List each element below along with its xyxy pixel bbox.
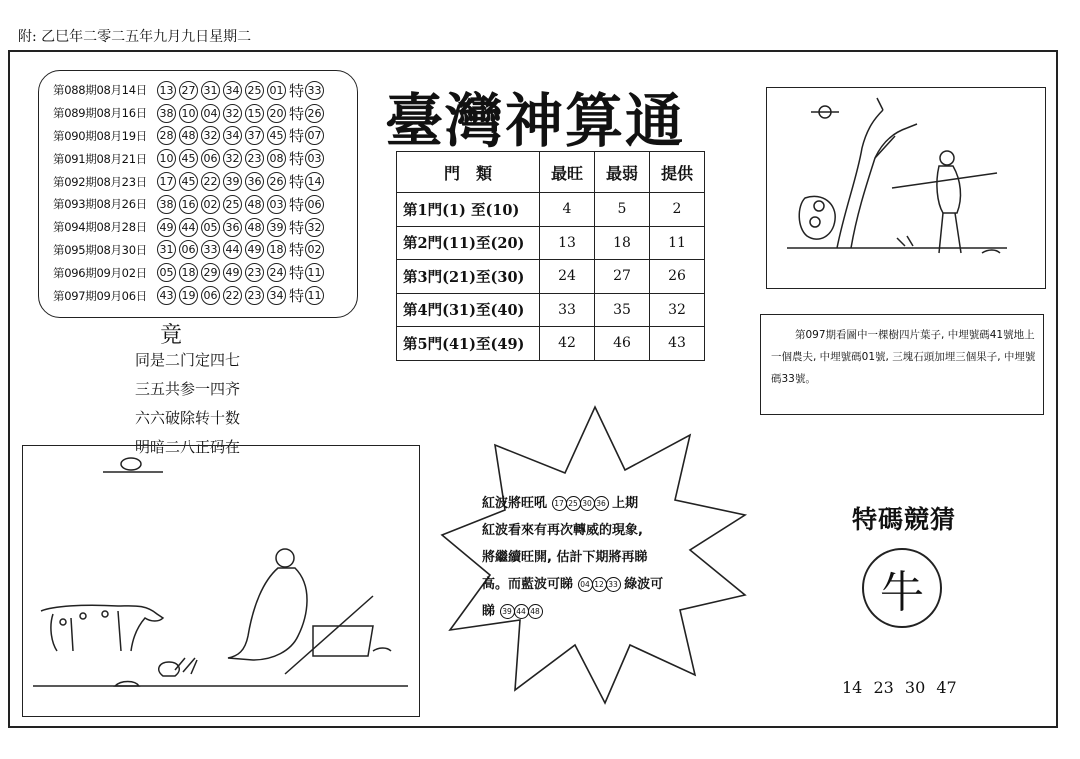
table-header: 門 類	[397, 152, 540, 193]
number-ball: 37	[245, 126, 264, 145]
poem-title: 竟	[160, 323, 183, 348]
special-ball: 03	[305, 149, 324, 168]
table-cell: 13	[540, 226, 595, 260]
zodiac-sign: 牛	[880, 567, 924, 618]
poem-line: 同是二门定四七	[135, 351, 241, 369]
number-ball: 25	[245, 81, 264, 100]
number-ball: 45	[267, 126, 286, 145]
door-label: 第5門(41)至(49)	[397, 327, 540, 361]
table-cell: 33	[540, 293, 595, 327]
ball-group	[578, 577, 620, 592]
special-label: 特	[289, 241, 305, 260]
table-cell: 35	[595, 293, 650, 327]
table-row	[397, 260, 705, 294]
special-label: 特	[289, 218, 305, 237]
number-ball: 16	[179, 195, 198, 214]
number-ball: 19	[179, 286, 198, 305]
door-label: 第3門(21)至(30)	[397, 260, 540, 294]
draw-label: 第096期09月02日	[53, 265, 147, 280]
table-cell: 26	[650, 260, 705, 294]
table-header: 提供	[650, 152, 705, 193]
special-label: 特	[289, 150, 305, 169]
table-cell: 11	[650, 226, 705, 260]
number-ball: 32	[223, 149, 242, 168]
page-title: 臺灣神算通	[385, 87, 686, 155]
draw-label: 第090期08月19日	[53, 128, 147, 143]
special-ball: 07	[305, 126, 324, 145]
number-ball: 29	[201, 263, 220, 282]
number-ball: 33	[201, 240, 220, 259]
special-ball: 14	[305, 172, 324, 191]
result-row	[53, 170, 349, 193]
special-ball: 11	[305, 263, 324, 282]
ball-group	[500, 604, 542, 619]
number-ball: 17	[157, 172, 176, 191]
number-ball: 45	[179, 172, 198, 191]
special-label: 特	[289, 195, 305, 214]
wave-number-ball: 48	[528, 604, 543, 619]
result-row	[53, 239, 349, 262]
special-ball: 26	[305, 104, 324, 123]
results-panel	[38, 70, 358, 318]
number-ball: 26	[267, 172, 286, 191]
number-ball: 32	[223, 104, 242, 123]
star-line: 將繼續旺開, 估計下期將再睇	[482, 550, 648, 565]
special-ball: 32	[305, 218, 324, 237]
star-line: 紅波看來有再次轉威的現象,	[482, 523, 643, 538]
door-table	[396, 151, 705, 361]
wave-number-ball: 30	[580, 496, 595, 511]
door-label: 第1門(1) 至(10)	[397, 193, 540, 227]
number-ball: 18	[267, 240, 286, 259]
header-date: 附: 乙巳年二零二五年九月九日星期二	[18, 29, 252, 45]
farmer-tree-illustration	[766, 87, 1046, 289]
number-ball: 49	[157, 218, 176, 237]
ball-group	[552, 496, 608, 511]
star-line	[482, 490, 718, 517]
special-label: 特	[289, 173, 305, 192]
number-ball: 22	[223, 286, 242, 305]
result-row	[53, 79, 349, 102]
zodiac-circle	[862, 548, 942, 628]
special-ball: 33	[305, 81, 324, 100]
result-row	[53, 125, 349, 148]
man-dog-drawing	[23, 446, 418, 715]
star-line-text: 上期	[612, 496, 639, 511]
table-cell: 42	[540, 327, 595, 361]
number-ball: 06	[201, 286, 220, 305]
number-ball: 08	[267, 149, 286, 168]
number-ball: 49	[223, 263, 242, 282]
number-ball: 31	[201, 81, 220, 100]
number-ball: 36	[245, 172, 264, 191]
number-ball: 23	[245, 286, 264, 305]
table-cell: 2	[650, 193, 705, 227]
table-cell: 43	[650, 327, 705, 361]
special-label: 特	[289, 127, 305, 146]
number-ball: 38	[157, 104, 176, 123]
number-ball: 03	[267, 195, 286, 214]
star-line-text: 紅波將旺吼	[482, 496, 548, 511]
number-ball: 38	[157, 195, 176, 214]
number-ball: 10	[157, 149, 176, 168]
number-ball: 27	[179, 81, 198, 100]
wave-number-ball: 33	[606, 577, 621, 592]
table-cell: 24	[540, 260, 595, 294]
table-header: 最旺	[540, 152, 595, 193]
result-row	[53, 102, 349, 125]
table-cell: 5	[595, 193, 650, 227]
result-row	[53, 261, 349, 284]
special-label: 特	[289, 81, 305, 100]
draw-label: 第088期08月14日	[53, 83, 147, 98]
table-row	[397, 327, 705, 361]
result-row	[53, 147, 349, 170]
number-ball: 48	[179, 126, 198, 145]
star-line-text: 睇	[482, 604, 496, 619]
number-ball: 31	[157, 240, 176, 259]
door-label: 第2門(11)至(20)	[397, 226, 540, 260]
table-row	[397, 226, 705, 260]
number-ball: 20	[267, 104, 286, 123]
number-ball: 45	[179, 149, 198, 168]
number-ball: 23	[245, 263, 264, 282]
farmer-tree-drawing	[767, 88, 1044, 287]
special-ball: 06	[305, 195, 324, 214]
number-ball: 05	[157, 263, 176, 282]
number-ball: 01	[267, 81, 286, 100]
number-ball: 18	[179, 263, 198, 282]
number-ball: 24	[267, 263, 286, 282]
number-ball: 48	[245, 195, 264, 214]
special-label: 特	[289, 287, 305, 306]
wave-number-ball: 25	[566, 496, 581, 511]
number-ball: 44	[179, 218, 198, 237]
number-ball: 02	[201, 195, 220, 214]
table-header: 最弱	[595, 152, 650, 193]
table-header-row	[397, 152, 705, 193]
number-ball: 13	[157, 81, 176, 100]
number-ball: 36	[223, 218, 242, 237]
wave-number-ball: 17	[552, 496, 567, 511]
number-ball: 10	[179, 104, 198, 123]
number-ball: 22	[201, 172, 220, 191]
number-ball: 48	[245, 218, 264, 237]
table-cell: 18	[595, 226, 650, 260]
table-row	[397, 193, 705, 227]
wave-number-ball: 39	[500, 604, 515, 619]
wave-number-ball: 44	[514, 604, 529, 619]
hint-note: 第097期看圖中一棵樹四片葉子, 中埋號碼41號地上一個農夫, 中埋號碼01號, 三塊石頭加埋三個果子, 中埋號碼33號。	[760, 314, 1044, 415]
poem-line: 三五共参一四齐	[135, 380, 241, 398]
special-label: 特	[289, 264, 305, 283]
star-line-text: 綠波可	[624, 577, 664, 592]
wave-number-ball: 04	[578, 577, 593, 592]
number-ball: 43	[157, 286, 176, 305]
number-ball: 39	[223, 172, 242, 191]
draw-label: 第092期08月23日	[53, 174, 147, 189]
star-line	[482, 571, 718, 598]
special-label: 特	[289, 104, 305, 123]
number-ball: 23	[245, 149, 264, 168]
wave-number-ball: 36	[594, 496, 609, 511]
poem-line: 六六破除转十数	[135, 409, 241, 427]
number-ball: 15	[245, 104, 264, 123]
poem-line: 明暗二八正码在	[135, 438, 241, 456]
number-ball: 32	[201, 126, 220, 145]
table-cell: 4	[540, 193, 595, 227]
result-row	[53, 284, 349, 307]
number-ball: 05	[201, 218, 220, 237]
number-ball: 06	[179, 240, 198, 259]
draw-label: 第089期08月16日	[53, 106, 147, 121]
result-row	[53, 193, 349, 216]
special-ball: 02	[305, 240, 324, 259]
number-ball: 06	[201, 149, 220, 168]
guess-numbers: 14 23 30 47	[842, 678, 957, 697]
star-line-text: 高。而藍波可睇	[482, 577, 574, 592]
table-row	[397, 293, 705, 327]
draw-label: 第095期08月30日	[53, 242, 147, 257]
draw-label: 第094期08月28日	[53, 220, 147, 235]
special-guess-title: 特碼競猜	[852, 505, 957, 534]
man-dog-illustration	[22, 445, 420, 717]
number-ball: 34	[267, 286, 286, 305]
table-cell: 46	[595, 327, 650, 361]
result-row	[53, 216, 349, 239]
number-ball: 34	[223, 126, 242, 145]
draw-label: 第097期09月06日	[53, 288, 147, 303]
wave-number-ball: 12	[592, 577, 607, 592]
number-ball: 49	[245, 240, 264, 259]
number-ball: 39	[267, 218, 286, 237]
wave-prediction-text	[482, 490, 718, 625]
number-ball: 44	[223, 240, 242, 259]
draw-label: 第093期08月26日	[53, 197, 147, 212]
table-cell: 27	[595, 260, 650, 294]
number-ball: 04	[201, 104, 220, 123]
number-ball: 25	[223, 195, 242, 214]
door-label: 第4門(31)至(40)	[397, 293, 540, 327]
table-cell: 32	[650, 293, 705, 327]
star-line	[482, 598, 718, 625]
draw-label: 第091期08月21日	[53, 151, 147, 166]
number-ball: 28	[157, 126, 176, 145]
number-ball: 34	[223, 81, 242, 100]
special-ball: 11	[305, 286, 324, 305]
